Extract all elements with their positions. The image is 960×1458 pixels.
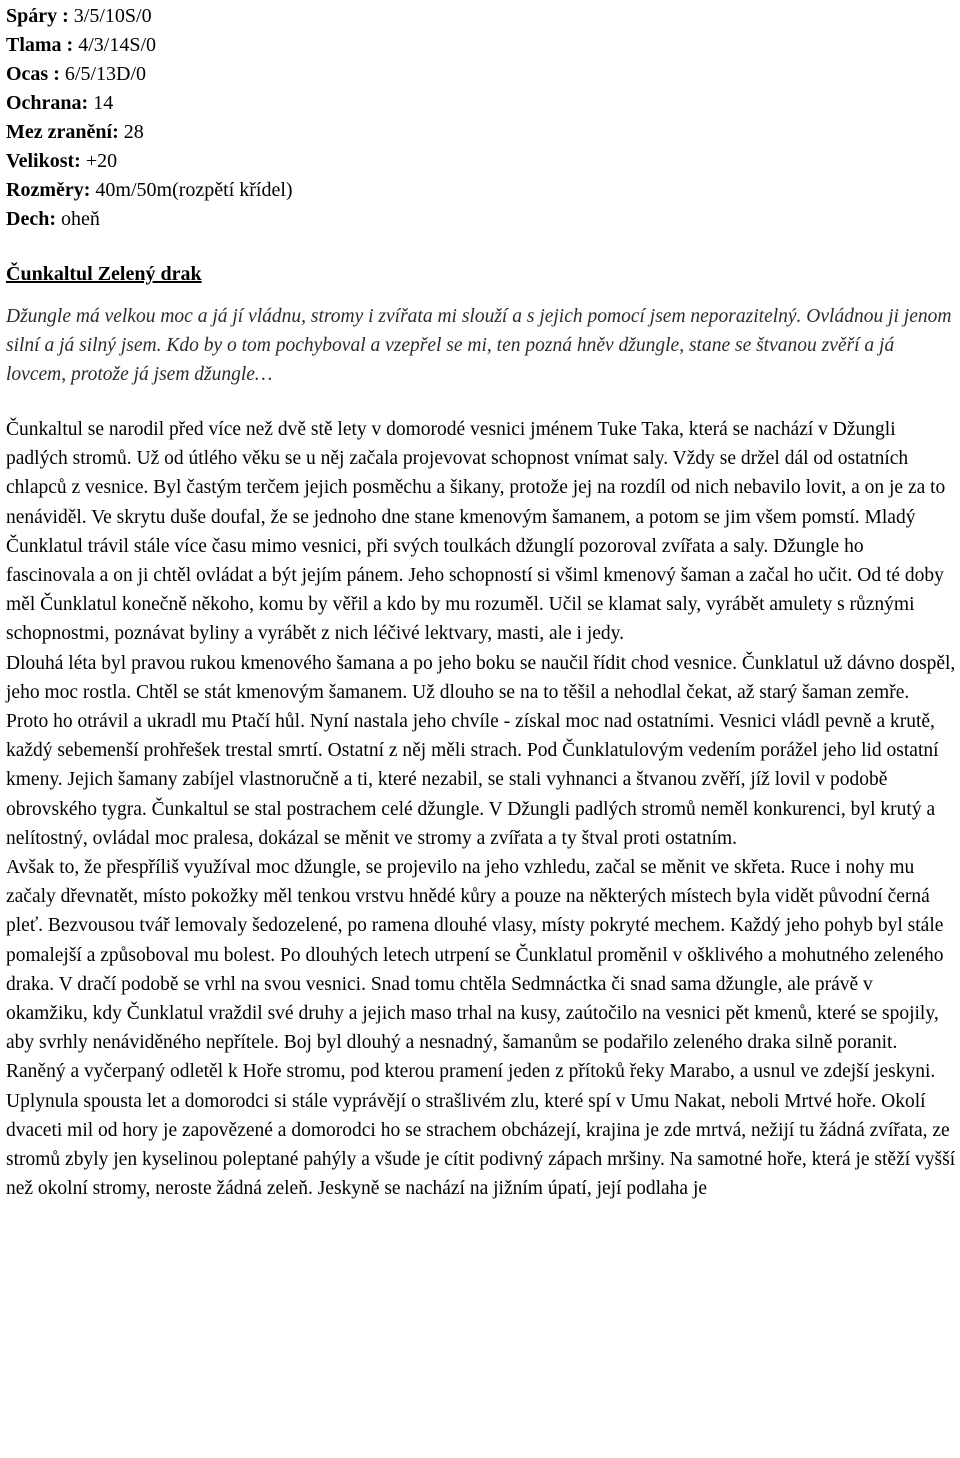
story-body [6,415,956,1203]
story-paragraph: Uplynula spousta let a domorodci si stále vyprávějí o strašlivém zlu, které spí v Umu Nakat, neboli Mrtvé hoře. Okolí dvaceti mil od hory je zapovězené a domorodci ho se strachem obcházejí, krajina je zde mrtvá, nežijí tu žádná zvířata, ze stromů zbyly jen kyselinou poleptané pahýly a všude je cítit podivný zápach mršiny. Na samotné hoře, která je stěží vyšší než okolní stromy, neroste žádná zeleň. Jeskyně se nachází na jižním úpatí, její podlaha je [6,1090,956,1200]
stat-value: 4/3/14S/0 [78,34,157,56]
stat-row-dech [6,205,956,234]
stat-value: 3/5/10S/0 [73,5,152,27]
stat-value: 28 [123,121,144,143]
stat-block [6,2,956,234]
story-paragraph: Avšak to, že přespříliš využíval moc džungle, se projevilo na jeho vzhledu, začal se měnit ve skřeta. Ruce i nohy mu začaly dřevnatět, místo pokožky měl tenkou vrstvu hnědé kůry a pouze na některých místech byla vidět původní černá pleť. Bezvousou tvář lemovaly šedozelené, po ramena dlouhé vlasy, místy pokryté mechem. Každý jeho pohyb byl stále pomalejší a způsoboval mu bolest. Po dlouhých letech utrpení se Čunklatul proměnil v ošklivého a mohutného zeleného draka. V dračí podobě se vrhl na svou vesnici. Snad tomu chtěla Sedmnáctka či snad sama džungle, ale právě v okamžiku, kdy Čunklatul vraždil své druhy a jejich maso trhal na kusy, zaútočilo na vesnici pět kmenů, které se spojily, aby svrhly nenáviděného nepřítele. Boj byl dlouhý a nesnadný, šamanům se podařilo zeleného draka silně poranit. Raněný a vyčerpaný odletěl k Hoře stromu, pod kterou pramení jeden z přítoků řeky Marabo, a usnul ve zdejší jeskyni. [6,857,944,1083]
stat-row-mez-zraneni [6,118,956,147]
stat-value: 6/5/13D/0 [64,63,147,85]
stat-row-ochrana [6,89,956,118]
stat-row-tlama [6,31,956,60]
stat-value: +20 [85,150,118,172]
stat-label: Tlama : [6,34,74,56]
stat-label: Dech: [6,208,56,230]
stat-value: oheň [60,208,100,230]
stat-label: Spáry : [6,5,69,27]
stat-value: 14 [93,92,114,114]
story-paragraph: Dlouhá léta byl pravou rukou kmenového šamana a po jeho boku se naučil řídit chod vesnice. Čunklatul už dávno dospěl, jeho moc rostla. Chtěl se stát kmenovým šamanem. Už dlouho se na to těšil a nehodlal čekat, až starý šaman zemře. Proto ho otrávil a ukradl mu Ptačí hůl. Nyní nastala jeho chvíle - získal moc nad ostatními. Vesnici vládl pevně a krutě, každý sebemenší prohřešek trestal smrtí. Ostatní z něj měli strach. Pod Čunklatulovým vedením porážel jeho lid ostatní kmeny. Jejich šamany zabíjel vlastnoručně a ti, které nezabil, se stali vyhnanci a štvanou zvěří, jíž lovil v podobě obrovského tygra. Čunkaltul se stal postrachem celé džungle. V Džungli padlých stromů neměl konkurenci, byl krutý a nelítostný, ovládal moc pralesa, dokázal se měnit ve stromy a zvířata a ty štval proti ostatním. [6,652,956,849]
stat-value: 40m/50m(rozpětí křídel) [95,179,293,201]
section-heading: Čunkaltul Zelený drak [6,263,202,285]
stat-label: Velikost: [6,150,81,172]
stat-label: Ocas : [6,63,60,85]
stat-label: Mez zranění: [6,121,119,143]
stat-row-velikost [6,147,956,176]
intro-quote: Džungle má velkou moc a já jí vládnu, stromy i zvířata mi slouží a s jejich pomocí jsem neporazitelný. Ovládnou ji jenom silní a já silný jsem. Kdo by o tom pochyboval a vzepřel se mi, ten pozná hněv džungle, stane se štvanou zvěří a já lovcem, protože já jsem džungle… [6,306,952,385]
stat-row-ocas [6,60,956,89]
document-page [6,0,956,1203]
stat-row-spary [6,2,956,31]
stat-row-rozmery [6,176,956,205]
story-paragraph: Čunkaltul se narodil před více než dvě stě lety v domorodé vesnici jménem Tuke Taka, která se nachází v Džungli padlých stromů. Už od útlého věku se u něj začala projevovat schopnost vnímat saly. Vždy se držel dál od ostatních chlapců z vesnice. Byl častým terčem jejich posměchu a šikany, protože jej na rozdíl od nich nebavilo lovit, a on je za to nenáviděl. Ve skrytu duše doufal, že se jednoho dne stane kmenovým šamanem, a potom se jim všem pomstí. Mladý Čunklatul trávil stále více času mimo vesnici, při svých toulkách džunglí pozoroval zvířata a saly. Džungle ho fascinovala a on ji chtěl ovládat a být jejím pánem. Jeho schopností si všiml kmenový šaman a začal ho učit. Od té doby měl Čunklatul konečně někoho, komu by věřil a kdo by mu rozuměl. Učil se klamat saly, vyrábět amulety s různými schopnostmi, poznávat byliny a vyrábět z nich léčivé lektvary, masti, ale i jedy. [6,419,946,645]
stat-label: Ochrana: [6,92,89,114]
stat-label: Rozměry: [6,179,91,201]
